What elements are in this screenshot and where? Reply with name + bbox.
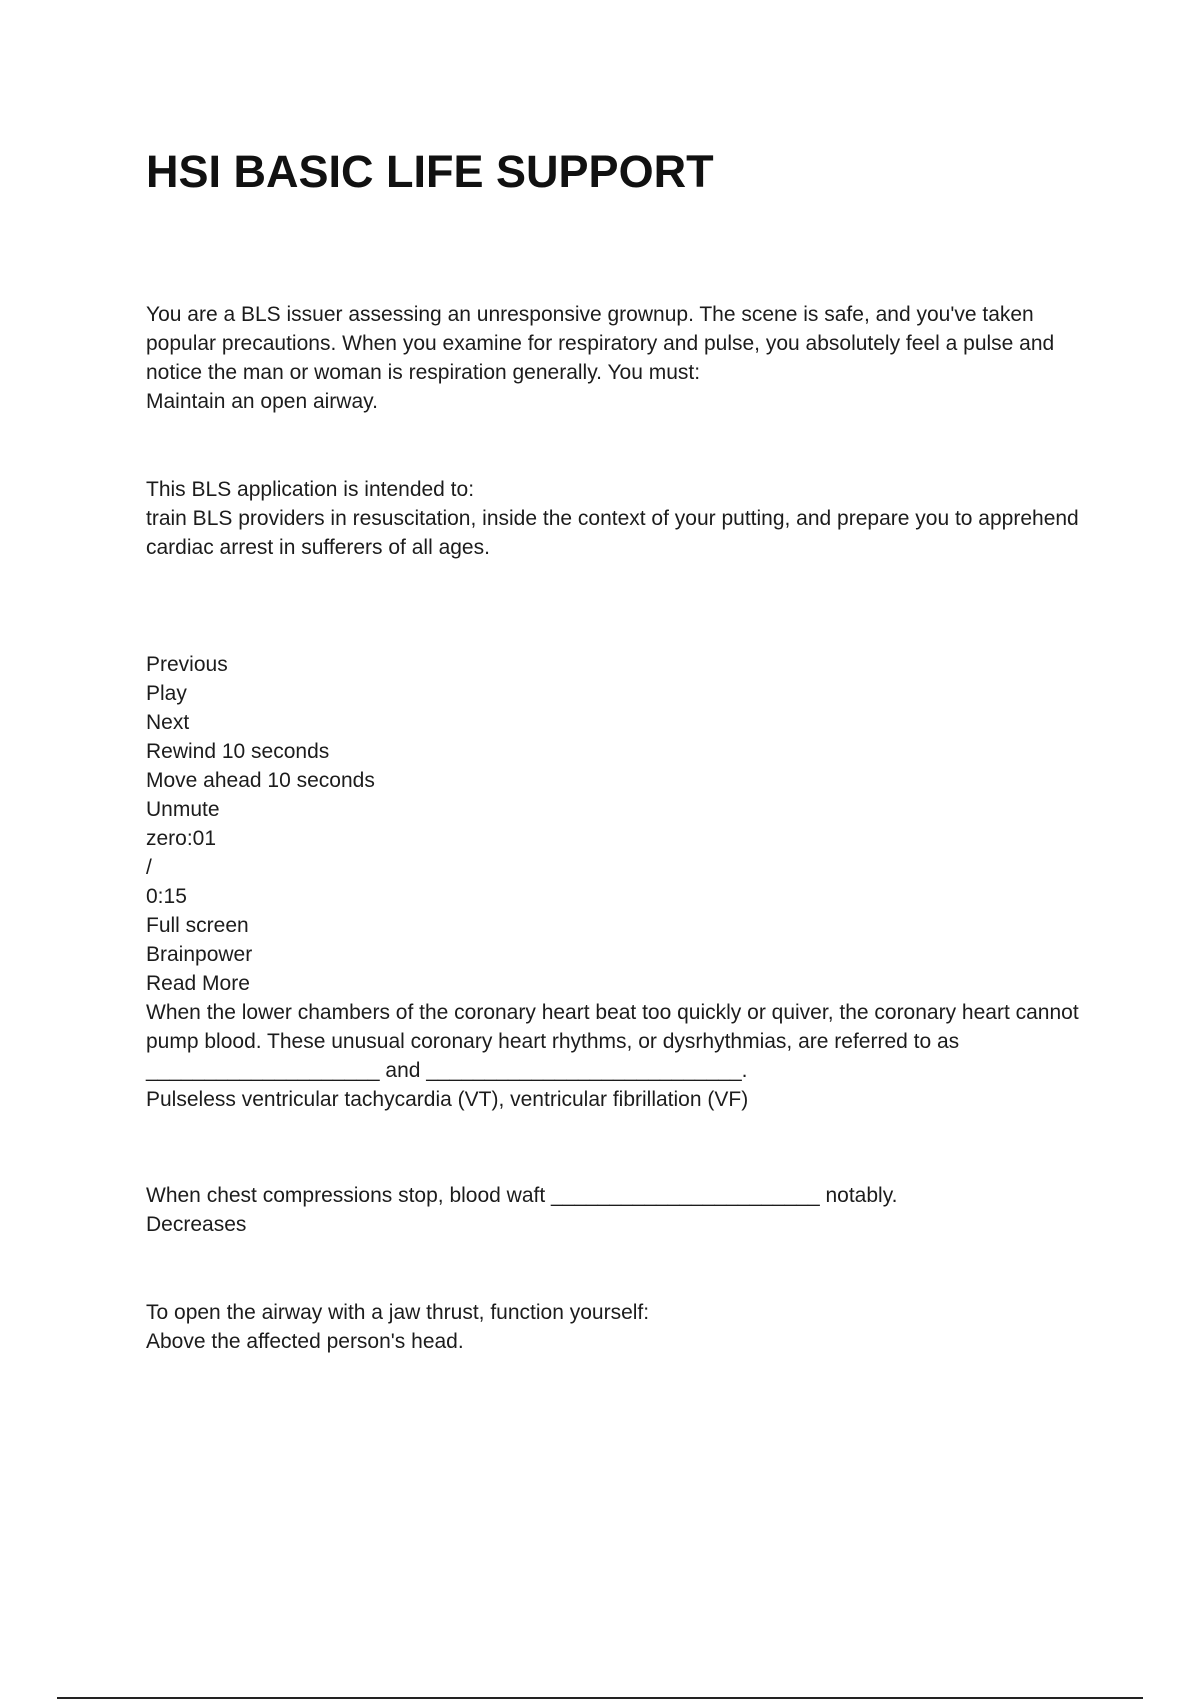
unmute-button[interactable]: Unmute [146,798,220,821]
answer-text: Above the affected person's head. [146,1330,464,1353]
time-separator: / [146,856,152,879]
answer-text: Maintain an open airway. [146,390,378,413]
next-button[interactable]: Next [146,711,190,734]
video-player-controls [146,650,1106,1114]
question-block-bls-purpose [146,475,1106,562]
question-text: This BLS application is intended to: [146,478,475,501]
question-text: You are a BLS issuer assessing an unresponsive grownup. The scene is safe, and you've taken popular precautions. When you examine for respiratory and pulse, you absolutely feel a pulse and notice the man or woman is respiration generally. You must: [146,303,1055,384]
footer-divider [57,1697,1143,1699]
previous-button[interactable]: Previous [146,653,228,676]
play-button[interactable]: Play [146,682,187,705]
fullscreen-button[interactable]: Full screen [146,914,249,937]
question-text: When chest compressions stop, blood waft _______________________ notably. [146,1184,898,1207]
question-block-jaw-thrust [146,1298,1106,1356]
question-block-blood-flow [146,1181,1106,1239]
question-text: To open the airway with a jaw thrust, function yourself: [146,1301,650,1324]
question-block-bls-assessment [146,300,1106,416]
rewind-button[interactable]: Rewind 10 seconds [146,740,330,763]
brand-logo-text[interactable]: Brainpower [146,943,253,966]
answer-text: Pulseless ventricular tachycardia (VT), ventricular fibrillation (VF) [146,1088,749,1111]
answer-text: train BLS providers in resuscitation, inside the context of your putting, and prepare you to apprehend cardiac arrest in sufferers of all ages. [146,507,1079,559]
current-time: zero:01 [146,827,217,850]
document-title: HSI BASIC LIFE SUPPORT [146,146,714,197]
answer-text: Decreases [146,1213,247,1236]
forward-button[interactable]: Move ahead 10 seconds [146,769,375,792]
question-text: When the lower chambers of the coronary heart beat too quickly or quiver, the coronary heart cannot pump blood. These unusual coronary heart rhythms, or dysrhythmias, are referred to as ____________________ and ___________________________. [146,1001,1079,1082]
duration: 0:15 [146,885,187,908]
read-more-link[interactable]: Read More [146,972,250,995]
